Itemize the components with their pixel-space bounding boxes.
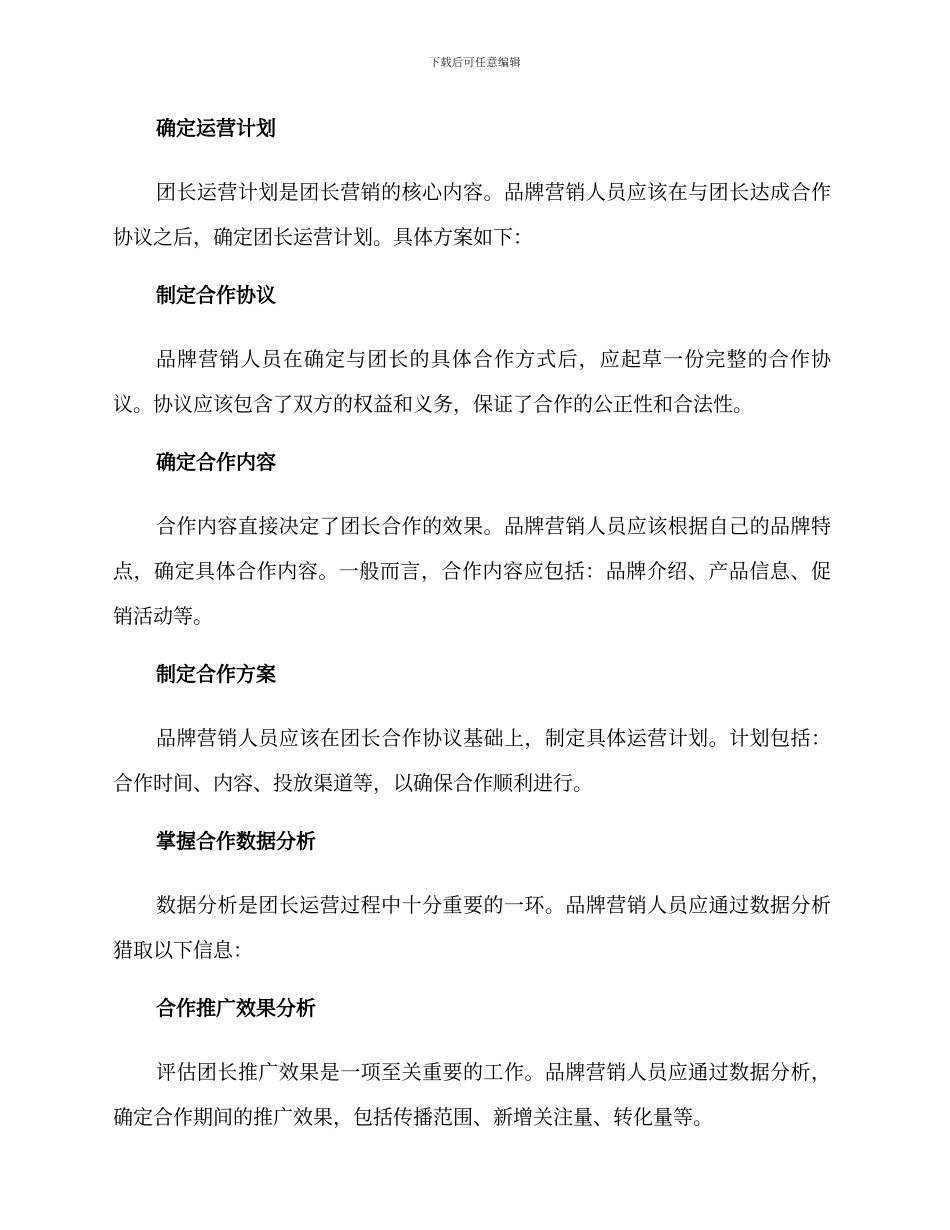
- section-heading: 制定合作方案: [156, 662, 276, 686]
- document-body: [113, 110, 831, 1157]
- section-paragraph: 数据分析是团长运营过程中十分重要的一环。品牌营销人员应通过数据分析猎取以下信息：: [113, 893, 831, 962]
- section-heading: 掌握合作数据分析: [156, 829, 316, 853]
- section-heading: 确定运营计划: [156, 116, 276, 140]
- header-note: 下载后可任意编辑: [429, 56, 521, 69]
- section-paragraph: 评估团长推广效果是一项至关重要的工作。品牌营销人员应通过数据分析，确定合作期间的推广效果，包括传播范围、新增关注量、转化量等。: [113, 1060, 831, 1129]
- section-paragraph: 合作内容直接决定了团长合作的效果。品牌营销人员应该根据自己的品牌特点，确定具体合作内容。一般而言，合作内容应包括：品牌介绍、产品信息、促销活动等。: [113, 514, 831, 628]
- section-paragraph: 品牌营销人员应该在团长合作协议基础上，制定具体运营计划。计划包括：合作时间、内容、投放渠道等，以确保合作顺利进行。: [113, 726, 831, 795]
- section-heading: 制定合作协议: [156, 283, 276, 307]
- section-paragraph: 品牌营销人员在确定与团长的具体合作方式后，应起草一份完整的合作协议。协议应该包含了双方的权益和义务，保证了合作的公正性和合法性。: [113, 347, 831, 416]
- section-heading: 合作推广效果分析: [156, 996, 316, 1020]
- section-paragraph: 团长运营计划是团长营销的核心内容。品牌营销人员应该在与团长达成合作协议之后，确定团长运营计划。具体方案如下：: [113, 180, 831, 249]
- section-heading: 确定合作内容: [156, 450, 276, 474]
